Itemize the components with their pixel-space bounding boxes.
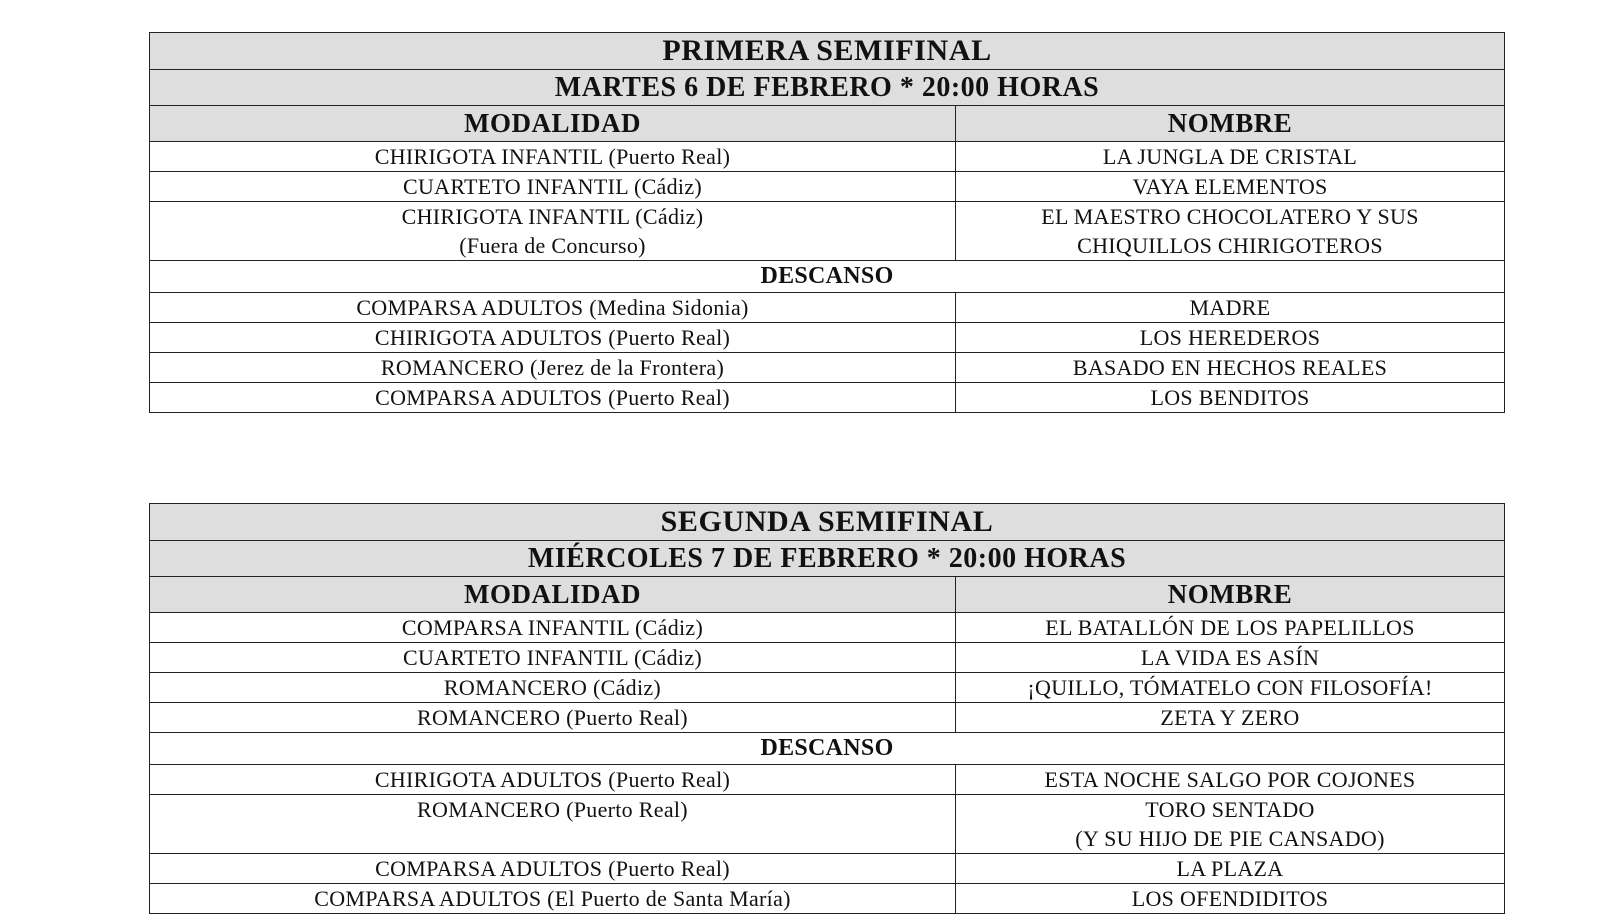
modalidad-cell: CHIRIGOTA ADULTOS (Puerto Real) bbox=[150, 765, 956, 795]
semifinal-table-2 bbox=[149, 503, 1505, 914]
semifinal-table-1 bbox=[149, 32, 1505, 413]
semifinal-date: MIÉRCOLES 7 DE FEBRERO * 20:00 HORAS bbox=[150, 541, 1505, 577]
modalidad-cell: COMPARSA ADULTOS (Puerto Real) bbox=[150, 383, 956, 413]
modalidad-cell: ROMANCERO (Puerto Real) bbox=[150, 703, 956, 733]
modalidad-cell: CUARTETO INFANTIL (Cádiz) bbox=[150, 643, 956, 673]
nombre-cell: BASADO EN HECHOS REALES bbox=[956, 353, 1505, 383]
modalidad-line: CHIRIGOTA INFANTIL (Cádiz) bbox=[401, 204, 704, 229]
modalidad-cell: CUARTETO INFANTIL (Cádiz) bbox=[150, 172, 956, 202]
nombre-cell: ¡QUILLO, TÓMATELO CON FILOSOFÍA! bbox=[956, 673, 1505, 703]
nombre-cell: LOS HEREDEROS bbox=[956, 323, 1505, 353]
nombre-cell: LA VIDA ES ASÍN bbox=[956, 643, 1505, 673]
column-header-modalidad: MODALIDAD bbox=[150, 577, 956, 613]
nombre-line: TORO SENTADO bbox=[1145, 797, 1315, 822]
nombre-line: CHIQUILLOS CHIRIGOTEROS bbox=[1077, 233, 1383, 258]
modalidad-cell: COMPARSA ADULTOS (El Puerto de Santa María) bbox=[150, 884, 956, 914]
nombre-cell bbox=[956, 202, 1505, 261]
nombre-cell: ZETA Y ZERO bbox=[956, 703, 1505, 733]
column-header-nombre: NOMBRE bbox=[956, 106, 1505, 142]
modalidad-cell: COMPARSA ADULTOS (Medina Sidonia) bbox=[150, 293, 956, 323]
nombre-cell: LA JUNGLA DE CRISTAL bbox=[956, 142, 1505, 172]
column-header-nombre: NOMBRE bbox=[956, 577, 1505, 613]
nombre-cell: LOS OFENDIDITOS bbox=[956, 884, 1505, 914]
break-row: DESCANSO bbox=[150, 261, 1505, 293]
modalidad-cell: CHIRIGOTA INFANTIL (Puerto Real) bbox=[150, 142, 956, 172]
modalidad-cell: COMPARSA INFANTIL (Cádiz) bbox=[150, 613, 956, 643]
nombre-cell: VAYA ELEMENTOS bbox=[956, 172, 1505, 202]
modalidad-cell: COMPARSA ADULTOS (Puerto Real) bbox=[150, 854, 956, 884]
semifinal-date: MARTES 6 DE FEBRERO * 20:00 HORAS bbox=[150, 70, 1505, 106]
semifinal-title: PRIMERA SEMIFINAL bbox=[150, 33, 1505, 70]
semifinal-table-2-body bbox=[150, 504, 1505, 914]
modalidad-line: ROMANCERO (Puerto Real) bbox=[417, 797, 688, 822]
semifinal-table-1-body bbox=[150, 33, 1505, 413]
modalidad-line: (Fuera de Concurso) bbox=[459, 233, 646, 258]
modalidad-cell: CHIRIGOTA ADULTOS (Puerto Real) bbox=[150, 323, 956, 353]
modalidad-cell: ROMANCERO (Cádiz) bbox=[150, 673, 956, 703]
nombre-line: (Y SU HIJO DE PIE CANSADO) bbox=[1075, 826, 1385, 851]
nombre-line: EL MAESTRO CHOCOLATERO Y SUS bbox=[1041, 204, 1419, 229]
modalidad-cell bbox=[150, 795, 956, 854]
nombre-cell: MADRE bbox=[956, 293, 1505, 323]
nombre-cell: ESTA NOCHE SALGO POR COJONES bbox=[956, 765, 1505, 795]
semifinal-title: SEGUNDA SEMIFINAL bbox=[150, 504, 1505, 541]
nombre-cell: EL BATALLÓN DE LOS PAPELILLOS bbox=[956, 613, 1505, 643]
modalidad-cell: ROMANCERO (Jerez de la Frontera) bbox=[150, 353, 956, 383]
nombre-cell: LA PLAZA bbox=[956, 854, 1505, 884]
column-header-modalidad: MODALIDAD bbox=[150, 106, 956, 142]
nombre-cell bbox=[956, 795, 1505, 854]
break-row: DESCANSO bbox=[150, 733, 1505, 765]
nombre-cell: LOS BENDITOS bbox=[956, 383, 1505, 413]
modalidad-cell bbox=[150, 202, 956, 261]
